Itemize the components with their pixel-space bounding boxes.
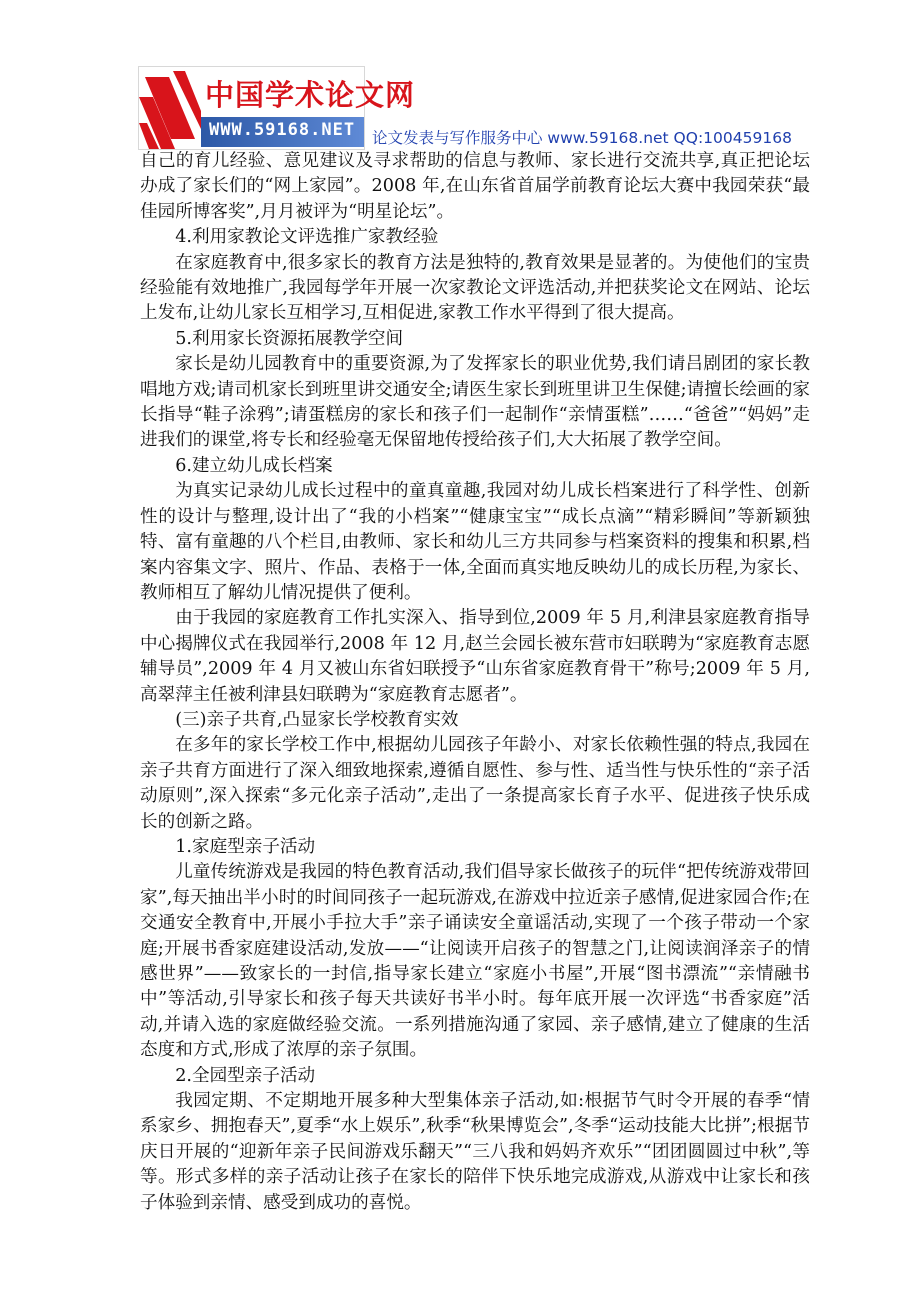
paragraph: 在多年的家长学校工作中,根据幼儿园孩子年龄小、对家长依赖性强的特点,我园在亲子共育方面进行了深入细致地探索,遵循自愿性、参与性、适当性与快乐性的“亲子活动原则”,深入探索“多元化亲子活动”,走出了一条提高家长育子水平、促进孩子快乐成长的创新之路。 <box>140 735 810 832</box>
paragraph: 为真实记录幼儿成长过程中的童真童趣,我园对幼儿成长档案进行了科学性、创新性的设计与整理,设计出了“我的小档案”“健康宝宝”“成长点滴”“精彩瞬间”等新颖独特、富有童趣的八个栏目,由教师、家长和幼儿三方共同参与档案资料的搜集和积累,档案内容集文字、照片、作品、表格于一体,全面而真实地反映幼儿的成长历程,为家长、教师相互了解幼儿情况提供了便利。 <box>140 481 810 603</box>
article-body <box>140 149 810 1216</box>
logo-title: 中国学术论文网 <box>205 78 416 112</box>
paragraph: 自己的育儿经验、意见建议及寻求帮助的信息与教师、家长进行交流共享,真正把论坛办成了家长们的“网上家园”。2008 年,在山东省首届学前教育论坛大赛中我园荣获“最佳园所博客奖”,月月被评为“明星论坛”。 <box>140 151 810 222</box>
logo-url: WWW.59168.NET <box>209 120 356 140</box>
section-heading: 1.家庭型亲子活动 <box>175 836 316 857</box>
site-logo[interactable] <box>138 66 416 150</box>
section-heading: 2.全园型亲子活动 <box>175 1065 316 1086</box>
paragraph: 在家庭教育中,很多家长的教育方法是独特的,教育效果是显著的。为使他们的宝贵经验能有效地推广,我园每学年开展一次家教论文评选活动,并把获奖论文在网站、论坛上发布,让幼儿家长互相学习,互相促进,家教工作水平得到了很大提高。 <box>140 252 810 324</box>
section-heading: 5.利用家长资源拓展教学空间 <box>175 328 404 349</box>
header-service-line: 论文发表与写作服务中心 www.59168.net QQ:100459168 <box>372 129 792 147</box>
paragraph: 我园定期、不定期地开展多种大型集体亲子活动,如:根据节气时令开展的春季“情系家乡、拥抱春天”,夏季“水上娱乐”,秋季“秋果博览会”,冬季“运动技能大比拼”;根据节庆日开展的“迎新年亲子民间游戏乐翻天”“三八我和妈妈齐欢乐”“团团圆圆过中秋”,等等。形式多样的亲子活动让孩子在家长的陪伴下快乐地完成游戏,从游戏中让家长和孩子体验到亲情、感受到成功的喜悦。 <box>140 1091 810 1213</box>
section-heading: (三)亲子共育,凸显家长学校教育实效 <box>175 709 459 730</box>
section-heading: 6.建立幼儿成长档案 <box>175 455 333 476</box>
section-heading: 4.利用家教论文评选推广家教经验 <box>175 227 439 248</box>
paragraph: 由于我园的家庭教育工作扎实深入、指导到位,2009 年 5 月,利津县家庭教育指导中心揭牌仪式在我园举行,2008 年 12 月,赵兰会园长被东营市妇联聘为“家庭教育志愿辅导员”,2009 年 4 月又被山东省妇联授予“山东省家庭教育骨干”称号;2009 年 5 月,高翠萍主任被利津县妇联聘为“家庭教育志愿者”。 <box>140 608 810 705</box>
logo-stripes-icon <box>139 67 201 149</box>
paragraph: 家长是幼儿园教育中的重要资源,为了发挥家长的职业优势,我们请吕剧团的家长教唱地方戏;请司机家长到班里讲交通安全;请医生家长到班里讲卫生保健;请擅长绘画的家长指导“鞋子涂鸦”;请蛋糕房的家长和孩子们一起制作“亲情蛋糕”……“爸爸”“妈妈”走进我们的课堂,将专长和经验毫无保留地传授给孩子们,大大拓展了教学空间。 <box>140 354 810 451</box>
paragraph: 儿童传统游戏是我园的特色教育活动,我们倡导家长做孩子的玩伴“把传统游戏带回家”,每天抽出半小时的时间同孩子一起玩游戏,在游戏中拉近亲子感情,促进家园合作;在交通安全教育中,开展小手拉大手”亲子诵读安全童谣活动,实现了一个孩子带动一个家庭;开展书香家庭建设活动,发放——“让阅读开启孩子的智慧之门,让阅读润泽亲子的情感世界”——致家长的一封信,指导家长建立“家庭小书屋”,开展“图书漂流”“亲情融书中”等活动,引导家长和孩子每天共读好书半小时。每年底开展一次评选“书香家庭”活动,并请入选的家庭做经验交流。一系列措施沟通了家园、亲子感情,建立了健康的生活态度和方式,形成了浓厚的亲子氛围。 <box>140 862 810 1061</box>
